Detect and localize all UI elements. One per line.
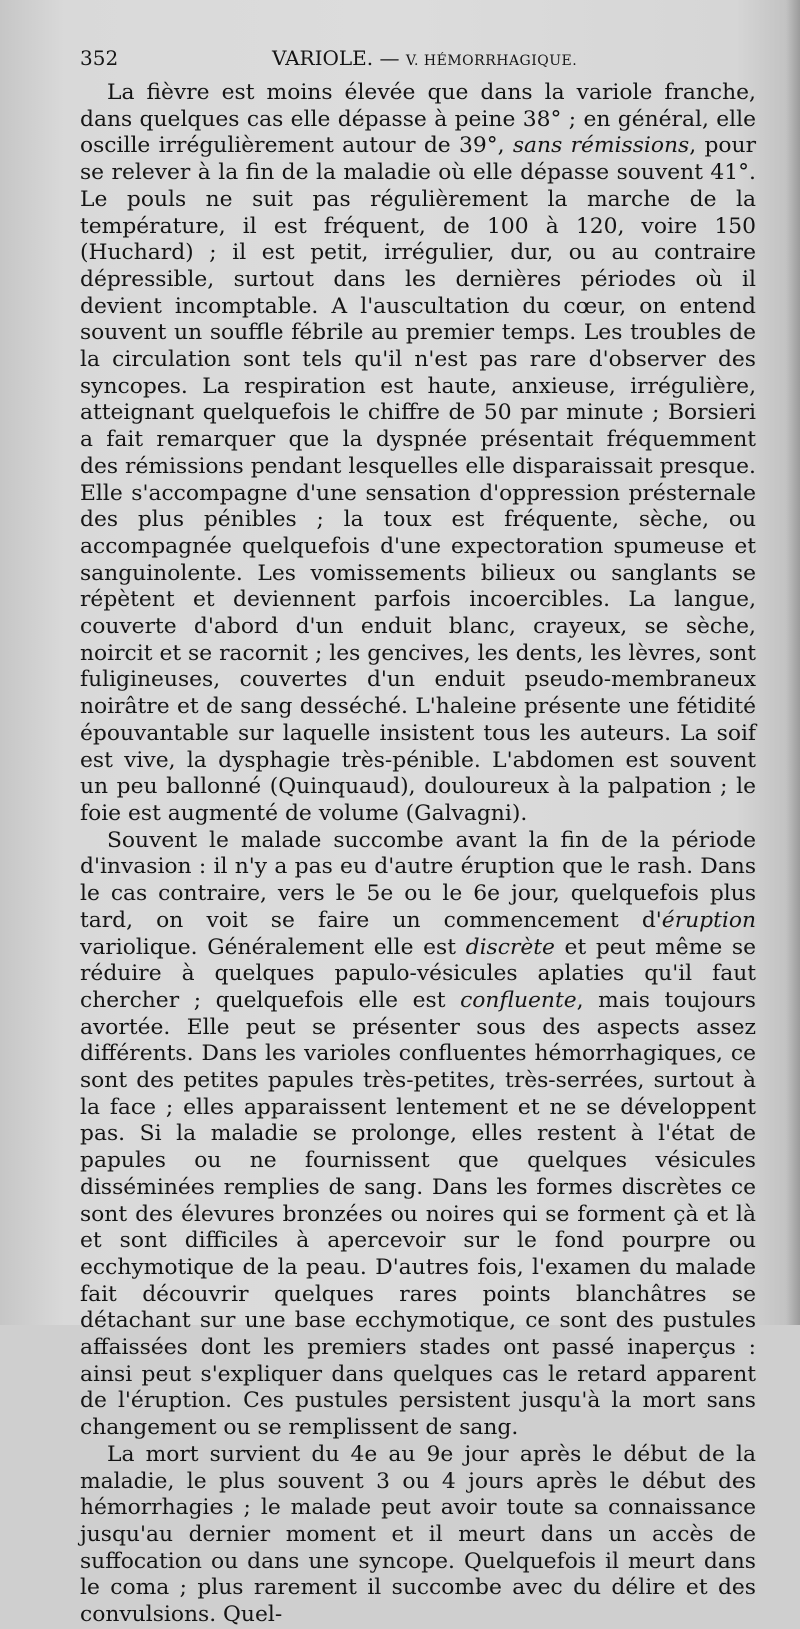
paragraph	[80, 828, 756, 1442]
italic-text-run: discrète	[465, 934, 555, 960]
paragraph	[80, 1442, 756, 1629]
running-header	[80, 42, 756, 76]
text-run: variolique. Généralement elle est	[80, 934, 466, 960]
running-title-main: VARIOLE. —	[272, 46, 406, 70]
running-title-section: V. HÉMORRHAGIQUE.	[405, 53, 578, 69]
italic-text-run: éruption	[661, 907, 756, 933]
text-run: Souvent le malade succombe avant la fin de la période d'invasion : il n'y a pas eu d'autre éruption que le rash. Dans le cas contraire, vers le 5e ou le 6e jour, quelquefois plus tard, on voit se faire un commencement d'	[80, 827, 756, 933]
text-run: , pour se relever à la fin de la maladie où elle dépasse souvent 41°. Le pouls ne suit pas régulièrement la marche de la température, il est fréquent, de 100 à 120, voire 150 (Huchard) ; il est petit, irrégulier, dur, ou au contraire dépressible, surtout dans les dernières périodes où il devient incomptable. A l'auscultation du cœur, on entend souvent un souffle fébrile au premier temps. Les troubles de la circulation sont tels qu'il n'est pas rare d'observer des syncopes. La respiration est haute, anxieuse, irrégulière, atteignant quelquefois le chiffre de 50 par minute ; Borsieri a fait remarquer que la dyspnée présentait fréquemment des rémissions pendant lesquelles elle disparaissait presque. Elle s'accompagne d'une sensation d'oppression présternale des plus pénibles ; la toux est fréquente, sèche, ou accompagnée quelquefois d'une expectoration spumeuse et sanguinolente. Les vomissements bilieux ou sanglants se répètent et deviennent parfois incoercibles. La langue, couverte d'abord d'un enduit blanc, crayeux, se sèche, noircit et se racornit ; les gencives, les dents, les lèvres, sont fuligineuses, couvertes d'un enduit pseudo-membraneux noirâtre et de sang desséché. L'haleine présente une fétidité épouvantable sur laquelle insistent tous les auteurs. La soif est vive, la dysphagie très-pénible. L'abdomen est souvent un peu ballonné (Quinquaud), douloureux à la palpation ; le foie est augmenté de volume (Galvagni).	[80, 133, 756, 826]
body-text	[80, 80, 756, 1629]
text-run: La fièvre est moins élevée que dans la variole franche, dans quelques cas elle dépasse à peine 38° ; en général, elle oscille irrégulièrement autour de 39°,	[80, 80, 756, 159]
italic-text-run: sans rémissions	[512, 133, 690, 159]
paragraph	[80, 80, 756, 828]
text-run: et peut même se réduire à quelques papulo-vésicules aplaties qu'il faut chercher ; quelquefois elle est	[80, 934, 756, 1013]
running-title	[272, 46, 577, 70]
page-edge-shadow	[786, 0, 800, 1325]
text-run: La mort survient du 4e au 9e jour après le début de la maladie, le plus souvent 3 ou 4 jours après le début des hémorrhagies ; le malade peut avoir toute sa connaissance jusqu'au dernier moment et il meurt dans un accès de suffocation ou dans une syncope. Quelquefois il meurt dans le coma ; plus rarement il succombe avec du délire et des convulsions. Quel-	[80, 1441, 756, 1628]
text-run: , mais toujours avortée. Elle peut se présenter sous des aspects assez différents. Dans les varioles confluentes hémorrhagiques, ce sont des petites papules très-petites, très-serrées, surtout à la face ; elles apparaissent lentement et ne se développent pas. Si la maladie se prolonge, elles restent à l'état de papules ou ne fournissent que quelques vésicules disséminées remplies de sang. Dans les formes discrètes ce sont des élevures bronzées ou noires qui se forment çà et là et sont difficiles à apercevoir sur le fond pourpre ou ecchymotique de la peau. D'autres fois, l'examen du malade fait découvrir quelques rares points blanchâtres se détachant sur une base ecchymotique, ce sont des pustules affaissées dont les premiers stades ont passé inaperçus : ainsi peut s'expliquer dans quelques cas le retard apparent de l'éruption. Ces pustules persistent jusqu'à la mort sans changement ou se remplissent de sang.	[80, 987, 756, 1441]
italic-text-run: confluente	[460, 987, 577, 1013]
page-number: 352	[80, 46, 119, 70]
